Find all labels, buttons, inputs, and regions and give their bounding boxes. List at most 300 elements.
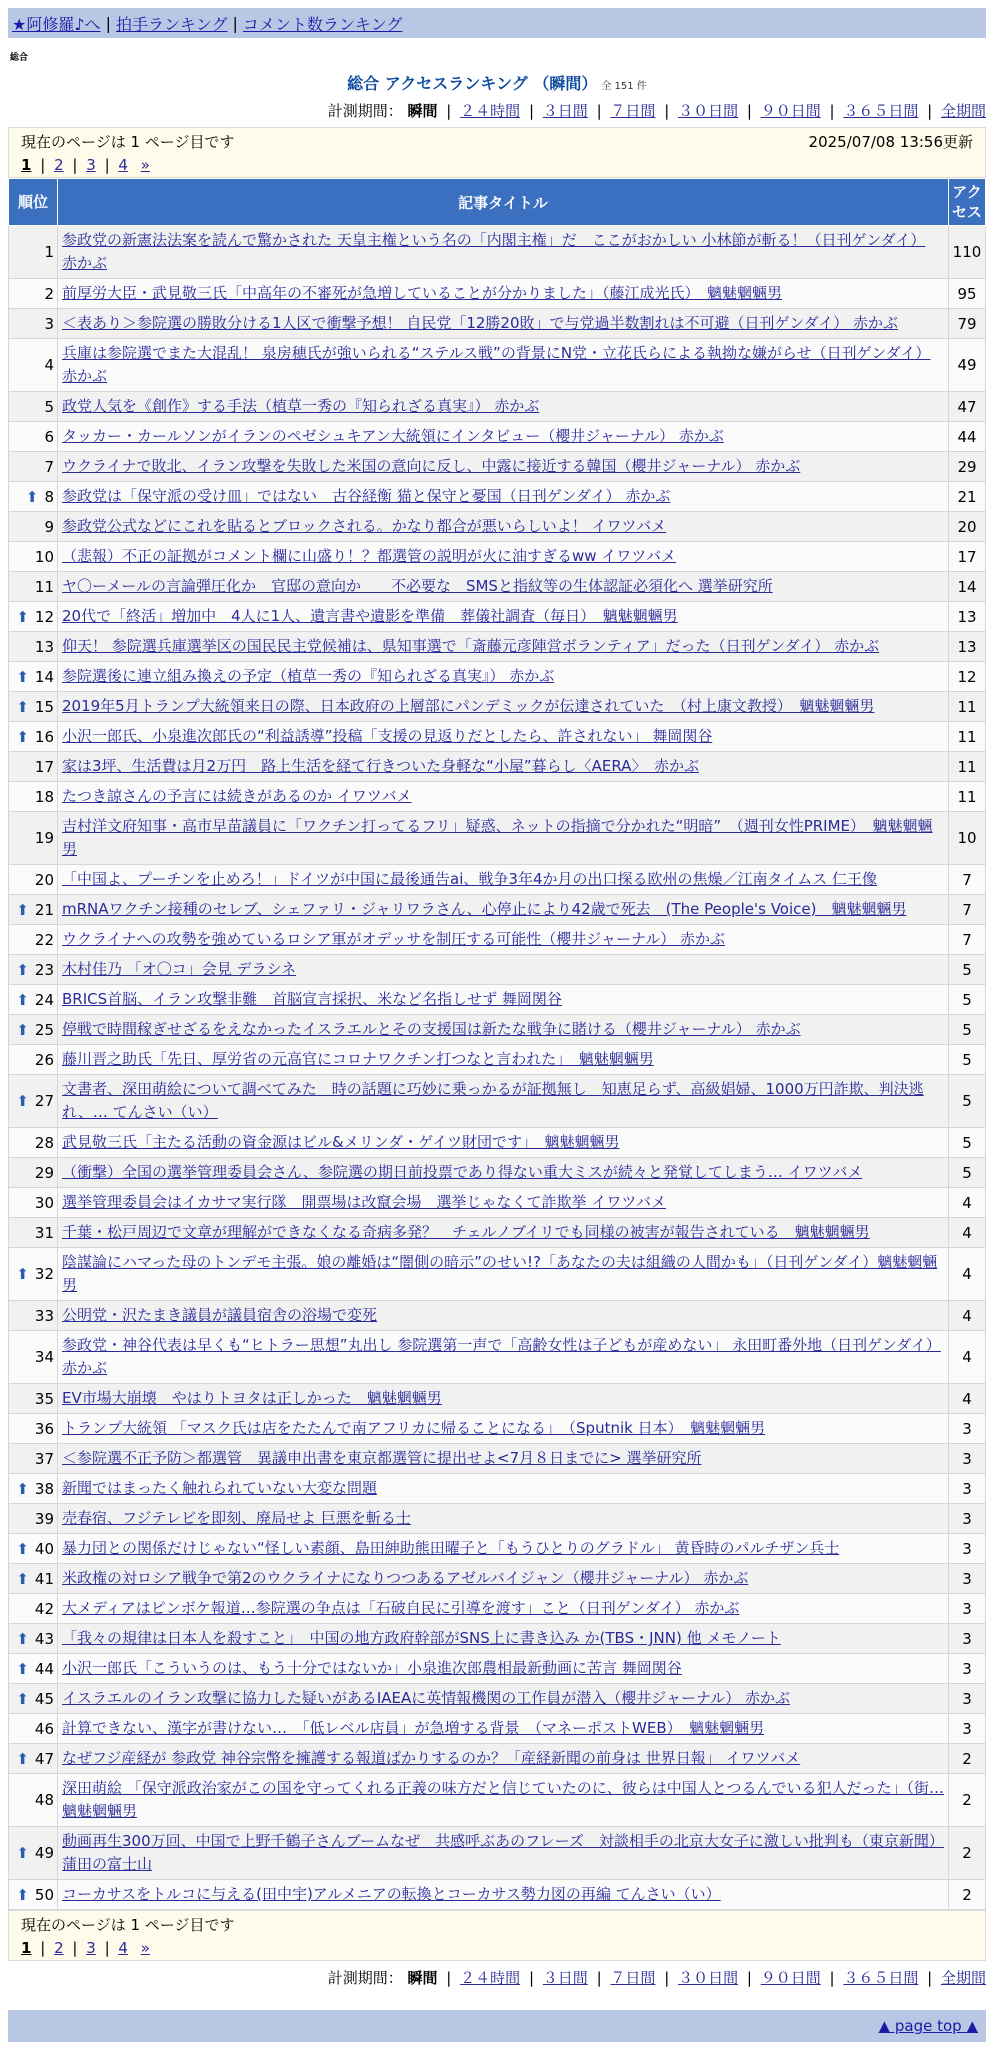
arrow-up-icon: ⬆ [16,1844,29,1862]
article-link[interactable]: ＜参院選不正予防＞都選管 異議申出書を東京都選管に提出せよ<7月８日までに> 選挙研究所 [62,1449,702,1467]
article-link[interactable]: 木村佳乃 「オ〇コ」会見 デラシネ [62,960,297,978]
title-cell [58,1880,949,1910]
access-count: 110 [949,226,986,279]
access-count: 5 [949,955,986,985]
page-link-2[interactable]: 2 [54,156,64,174]
rank-number: 37 [34,1449,54,1468]
period-7d[interactable]: ７日間 [610,1969,656,1987]
table-row [9,572,986,602]
rank-cell [9,1248,58,1301]
article-link[interactable]: 選挙管理委員会はイカサマ実行隊 開票場は改竄会場 選挙じゃなくて詐欺挙 イワツバメ [62,1193,667,1211]
access-count: 7 [949,925,986,955]
period-selector-top: 計測期間： 瞬間 | ２４時間 | ３日間 | ７日間 | ３０日間 | ９０日間 | ３６５日間 | 全期間 [327,102,986,120]
table-row [9,812,986,865]
arrow-up-icon: ⬆ [25,487,39,506]
access-count: 4 [949,1188,986,1218]
article-link[interactable]: 参政党公式などにこれを貼るとブロックされる。かなり都合が悪いらしいよ！ イワツバメ [62,517,667,535]
access-count: 4 [949,1218,986,1248]
article-link[interactable]: 武見敬三氏「主たる活動の資金源はビル&メリンダ・ゲイツ財団です」 魑魅魍魎男 [62,1133,620,1151]
rank-number: 33 [34,1306,54,1325]
page-link-3[interactable]: 3 [86,156,96,174]
access-count: 5 [949,985,986,1015]
table-row [9,339,986,392]
period-365d[interactable]: ３６５日間 [843,102,919,120]
rank-number: 38 [34,1479,54,1498]
table-row [9,422,986,452]
rank-cell [9,1158,58,1188]
page-link-4[interactable]: 4 [118,156,128,174]
arrow-up-icon: ⬆ [16,1265,29,1283]
current-page-text: 現在のページは 1 ページ目です [21,1916,235,1934]
rank-cell [9,542,58,572]
arrow-up-icon: ⬆ [16,1749,29,1768]
rank-number: 23 [34,960,54,979]
ranking-table [8,178,986,1910]
article-link[interactable]: 家は3坪、生活費は月2万円 路上生活を経て行きついた身軽な“小屋”暮らし〈AERA〉 赤かぶ [62,757,699,775]
title-cell [58,1827,949,1880]
access-count: 3 [949,1594,986,1624]
rank-cell [9,1684,58,1714]
table-row [9,452,986,482]
arrow-up-icon: ⬆ [16,727,29,746]
rank-number: 39 [34,1509,54,1528]
table-row [9,1384,986,1414]
period-7d[interactable]: ７日間 [610,102,656,120]
access-count: 17 [949,542,986,572]
page-title [0,71,994,94]
updated-timestamp: 2025/07/08 13:56更新 [808,133,973,151]
access-count: 3 [949,1624,986,1654]
article-link[interactable]: 深田萌絵 「保守派政治家がこの国を守ってくれる正義の味方だと信じていたのに、彼らは中国人とつるんでいる犯人だった」（街… 魑魅魍魎男 [62,1779,944,1820]
nav-separator: | [105,13,111,33]
page-link-3[interactable]: 3 [86,1939,96,1957]
rank-cell [9,1564,58,1594]
article-link[interactable]: 吉村洋文府知事・高市早苗議員に「ワクチン打ってるフリ」疑惑、ネットの指摘で分かれた“明暗” （週刊女性PRIME） 魑魅魍魎男 [62,817,933,858]
table-row [9,632,986,662]
rank-cell [9,1504,58,1534]
access-count: 3 [949,1564,986,1594]
article-link[interactable]: 公明党・沢たまき議員が議員宿舎の浴場で変死 [62,1306,378,1324]
article-link[interactable]: 「中国よ、プーチンを止めろ！」ドイツが中国に最後通告ai、戦争3年4か月の出口探る欧州の焦燥／江南タイムス 仁王像 [62,870,877,888]
article-link[interactable]: 2019年5月トランプ大統領来日の際、日本政府の上層部にパンデミックが伝達されていた （村上康文教授） 魑魅魍魎男 [62,697,875,715]
table-row [9,1714,986,1744]
period-all[interactable]: 全期間 [940,1969,986,1987]
title-cell [58,309,949,339]
arrow-up-icon: ⬆ [16,1569,29,1588]
article-link[interactable]: 参院選後に連立組み換えの予定（植草一秀の『知られざる真実』） 赤かぶ [62,667,555,685]
clap-ranking-link[interactable]: 拍手ランキング [115,14,228,34]
article-link[interactable]: たつき諒さんの予言には続きがあるのか イワツバメ [62,787,412,805]
table-row [9,752,986,782]
rank-cell [9,662,58,692]
article-link[interactable]: 動画再生300万回、中国で上野千鶴子さんブームなぜ 共感呼ぶあのフレーズ 対談相手の北京大女子に激しい批判も（東京新聞） 蒲田の富士山 [62,1832,944,1873]
title-cell [58,226,949,279]
pagination-top: 現在のページは 1 ページ目です 2025/07/08 13:56更新 1 | 2 | 3 | 4 » [8,127,986,178]
access-count: 21 [949,482,986,512]
table-row [9,1827,986,1880]
rank-number: 21 [34,900,54,919]
title-cell [58,812,949,865]
rank-number: 27 [34,1092,54,1110]
col-title-header: 記事タイトル [58,179,949,226]
title-cell [58,895,949,925]
footer-bar [8,2010,986,2042]
rank-number: 10 [34,547,54,566]
access-count: 4 [949,1301,986,1331]
rank-cell [9,339,58,392]
rank-number: 1 [44,243,54,261]
table-row [9,542,986,572]
table-row [9,692,986,722]
title-cell [58,542,949,572]
page-next-link[interactable]: » [140,156,150,174]
title-cell [58,1714,949,1744]
rank-cell [9,632,58,662]
article-link[interactable]: 仰天！ 参院選兵庫選挙区の国民民主党候補は、県知事選で「斎藤元彦陣営ボランティア」だった（日刊ゲンダイ） 赤かぶ [62,637,880,655]
rank-number: 47 [34,1749,54,1768]
rank-cell [9,985,58,1015]
article-link[interactable]: 大メディアはピンボケ報道…参院選の争点は「石破自民に引導を渡す」こと（日刊ゲンダイ） 赤かぶ [62,1599,740,1617]
title-cell [58,1624,949,1654]
article-link[interactable]: 政党人気を《創作》する手法（植草一秀の『知られざる真実』） 赤かぶ [62,397,540,415]
title-cell [58,339,949,392]
rank-cell [9,1331,58,1384]
rank-number: 2 [44,284,54,303]
access-count: 5 [949,1075,986,1128]
rank-cell [9,1301,58,1331]
rank-cell [9,1534,58,1564]
period-30d[interactable]: ３０日間 [678,102,739,120]
rank-cell [9,722,58,752]
rank-number: 48 [34,1791,54,1809]
page-current: 1 [21,1939,32,1957]
article-link[interactable]: 計算できない、漢字が書けない… 「低レベル店員」が急増する背景 （マネーポストWEB） 魑魅魍魎男 [62,1719,765,1737]
article-link[interactable]: 千葉・松戸周辺で文章が理解ができなくなる奇病多発？ チェルノブイリでも同様の被害が報告されている 魑魅魍魎男 [62,1223,870,1241]
title-cell [58,632,949,662]
rank-number: 26 [34,1050,54,1069]
rank-cell [9,1015,58,1045]
article-link[interactable]: （悲報）不正の証拠がコメント欄に山盛り！？都選管の説明が火に油すぎるww イワツバメ [62,547,677,565]
table-row [9,1564,986,1594]
table-row [9,1331,986,1384]
rank-cell [9,452,58,482]
article-link[interactable]: 参政党の新憲法法案を読んで驚かされた 天皇主権という名の「内閣主権」だ ここがおかしい 小林節が斬る！（日刊ゲンダイ） 赤かぶ [62,231,926,272]
table-row [9,1045,986,1075]
rank-cell [9,1474,58,1504]
title-cell [58,1414,949,1444]
title-cell [58,422,949,452]
title-cell [58,1248,949,1301]
page-link-4[interactable]: 4 [118,1939,128,1957]
access-count: 4 [949,1248,986,1301]
ranking-title: 総合 アクセスランキング （瞬間） [347,74,598,93]
rank-cell [9,1594,58,1624]
table-row [9,1158,986,1188]
period-90d[interactable]: ９０日間 [760,102,821,120]
access-count: 3 [949,1534,986,1564]
title-cell [58,662,949,692]
rank-cell [9,422,58,452]
table-row [9,1444,986,1474]
access-count: 4 [949,1384,986,1414]
rank-number: 15 [34,697,54,716]
rank-number: 14 [34,667,54,686]
article-link[interactable]: トランプ大統領 「マスク氏は店をたたんで南アフリカに帰ることになる」 （Sputnik 日本） 魑魅魍魎男 [62,1419,766,1437]
table-row [9,722,986,752]
title-cell [58,452,949,482]
rank-cell [9,1714,58,1744]
title-cell [58,1158,949,1188]
arrow-up-icon: ⬆ [16,1539,29,1558]
table-row [9,1188,986,1218]
article-link[interactable]: イスラエルのイラン攻撃に協力した疑いがあるIAEAに英情報機関の工作員が潜入（櫻井ジャーナル） 赤かぶ [62,1689,790,1707]
page-top-link[interactable]: ▲ page top ▲ [878,2017,978,2035]
page-current: 1 [21,156,32,174]
article-link[interactable]: コーカサスをトルコに与える(田中宇)アルメニアの転換とコーカサス勢力図の再編 てんさい（い） [62,1885,721,1903]
article-link[interactable]: 停戦で時間稼ぎせざるをえなかったイスラエルとその支援国は新たな戦争に賭ける（櫻井ジャーナル） 赤かぶ [62,1020,801,1038]
title-cell [58,752,949,782]
rank-cell [9,1414,58,1444]
rank-number: 46 [34,1719,54,1738]
access-count: 47 [949,392,986,422]
access-count: 12 [949,662,986,692]
article-link[interactable]: 前厚労大臣・武見敬三氏「中高年の不審死が急増していることが分かりました」（藤江成光氏） 魑魅魍魎男 [62,284,783,302]
period-3d[interactable]: ３日間 [542,1969,588,1987]
title-cell [58,722,949,752]
access-count: 11 [949,722,986,752]
table-row [9,925,986,955]
period-current: 瞬間 [407,102,438,120]
rank-number: 41 [34,1569,54,1588]
title-cell [58,1301,949,1331]
article-link[interactable]: 米政権の対ロシア戦争で第2のウクライナになりつつあるアゼルバイジャン（櫻井ジャーナル） 赤かぶ [62,1569,749,1587]
rank-number: 8 [44,487,54,506]
rank-cell [9,692,58,722]
table-row [9,1880,986,1910]
rank-number: 5 [44,397,54,416]
table-row [9,1414,986,1444]
access-count: 5 [949,1045,986,1075]
access-count: 2 [949,1827,986,1880]
rank-number: 28 [34,1133,54,1152]
table-row [9,955,986,985]
rank-number: 7 [44,457,54,476]
rank-number: 44 [34,1659,54,1678]
total-count: 全 151 件 [601,81,647,92]
table-row [9,1015,986,1045]
rank-number: 43 [34,1629,54,1648]
title-cell [58,1474,949,1504]
title-cell [58,1384,949,1414]
title-cell [58,1654,949,1684]
access-count: 7 [949,865,986,895]
table-row [9,309,986,339]
article-link[interactable]: 「我々の規律は日本人を殺すこと」 中国の地方政府幹部がSNS上に書き込み か(TBS・JNN) 他 メモノート [62,1629,781,1647]
period-24h[interactable]: ２４時間 [460,1969,521,1987]
rank-cell [9,1188,58,1218]
rank-number: 25 [34,1020,54,1039]
title-cell [58,925,949,955]
article-link[interactable]: 小沢一郎氏「こういうのは、もう十分ではないか」小泉進次郎農相最新動画に苦言 舞岡関谷 [62,1659,682,1677]
rank-cell [9,1384,58,1414]
page-next-link[interactable]: » [140,1939,150,1957]
article-link[interactable]: ウクライナへの攻勢を強めているロシア軍がオデッサを制圧する可能性（櫻井ジャーナル） 赤かぶ [62,930,725,948]
rank-number: 4 [44,356,54,374]
table-row [9,392,986,422]
article-link[interactable]: 陰謀論にハマった母のトンデモ主張。娘の離婚は“闇側の暗示”のせい!?「あなたの夫は組織の人間かも」（日刊ゲンダイ）魑魅魍魎男 [62,1253,938,1294]
rank-number: 40 [34,1539,54,1558]
current-page-text: 現在のページは 1 ページ目です [21,133,235,151]
title-cell [58,1744,949,1774]
access-count: 2 [949,1744,986,1774]
rank-number: 11 [34,577,54,596]
article-link[interactable]: 兵庫は参院選でまた大混乱！ 泉房穂氏が強いられる“ステルス戦”の背景にN党・立花氏らによる執拗な嫌がらせ（日刊ゲンダイ） 赤かぶ [62,344,931,385]
rank-number: 3 [44,314,54,333]
arrow-up-icon: ⬆ [16,1659,29,1678]
article-link[interactable]: 参政党は「保守派の受け皿」ではない 古谷経衡 猫と保守と憂国（日刊ゲンダイ） 赤かぶ [62,487,671,505]
rank-cell [9,1654,58,1684]
table-row [9,1534,986,1564]
article-link[interactable]: （衝撃）全国の選挙管理委員会さん、参院選の期日前投票であり得ない重大ミスが続々と発覚してしまう… イワツバメ [62,1163,863,1181]
table-row [9,512,986,542]
rank-number: 31 [34,1223,54,1242]
rank-cell [9,1075,58,1128]
comment-ranking-link[interactable]: コメント数ランキング [242,14,403,34]
rank-number: 42 [34,1599,54,1618]
title-cell [58,1534,949,1564]
title-cell [58,1075,949,1128]
arrow-up-icon: ⬆ [16,607,29,626]
title-cell [58,1444,949,1474]
table-row [9,602,986,632]
access-count: 13 [949,632,986,662]
rank-cell [9,752,58,782]
period-label: 計測期間： [327,1969,403,1987]
access-count: 3 [949,1684,986,1714]
access-count: 5 [949,1015,986,1045]
rank-number: 49 [34,1844,54,1862]
nav-separator: | [232,13,238,33]
article-link[interactable]: 藤川晋之助氏「先日、厚労省の元高官にコロナワクチン打つなと言われた」 魑魅魍魎男 [62,1050,654,1068]
article-link[interactable]: EV市場大崩壊 やはりトヨタは正しかった 魑魅魍魎男 [62,1389,442,1407]
rank-number: 34 [34,1348,54,1366]
period-all[interactable]: 全期間 [940,102,986,120]
table-row [9,1128,986,1158]
access-count: 5 [949,1158,986,1188]
rank-cell [9,1880,58,1910]
access-count: 3 [949,1474,986,1504]
rank-number: 32 [34,1265,54,1283]
rank-cell [9,1827,58,1880]
article-link[interactable]: なぜフジ産経が 参政党 神谷宗幣を擁護する報道ばかりするのか？「産経新聞の前身は 世界日報」 イワツバメ [62,1749,801,1767]
rank-cell [9,1624,58,1654]
table-row [9,1301,986,1331]
table-row [9,1474,986,1504]
page-link-2[interactable]: 2 [54,1939,64,1957]
article-link[interactable]: タッカー・カールソンがイランのペゼシュキアン大統領にインタビュー（櫻井ジャーナル） 赤かぶ [62,427,724,445]
top-navigation [8,8,986,38]
rank-number: 24 [34,990,54,1009]
article-link[interactable]: mRNAワクチン接種のセレブ、シェファリ・ジャリワラさん、心停止により42歳で死去 (The People's Voice) 魑魅魍魎男 [62,900,907,918]
rank-cell [9,572,58,602]
rank-cell [9,1744,58,1774]
rank-cell [9,925,58,955]
rank-number: 9 [44,517,54,536]
access-count: 20 [949,512,986,542]
access-count: 95 [949,279,986,309]
article-link[interactable]: 文書者、深田萌絵について調べてみた 時の話題に巧妙に乗っかるが証拠無し 知恵足らず、高級娼婦、1000万円詐欺、判決逃れ、… てんさい（い） [62,1080,924,1121]
title-cell [58,1015,949,1045]
title-cell [58,279,949,309]
arrow-up-icon: ⬆ [16,1885,29,1904]
rank-number: 45 [34,1689,54,1708]
title-cell [58,1774,949,1827]
period-current: 瞬間 [407,1969,438,1987]
arrow-up-icon: ⬆ [16,1629,29,1648]
table-row [9,662,986,692]
rank-cell [9,1774,58,1827]
rank-cell [9,1444,58,1474]
access-count: 3 [949,1654,986,1684]
period-24h[interactable]: ２４時間 [460,102,521,120]
article-link[interactable]: 新聞ではまったく触れられていない大変な問題 [62,1479,378,1497]
article-link[interactable]: 参政党・神谷代表は早くも“ヒトラー思想”丸出し 参院選第一声で「高齢女性は子どもが産めない」 永田町番外地（日刊ゲンダイ） 赤かぶ [62,1336,941,1377]
table-header-row [9,179,986,226]
rank-number: 16 [34,727,54,746]
period-3d[interactable]: ３日間 [542,102,588,120]
section-label: 総合 [10,53,29,63]
rank-cell [9,392,58,422]
arrow-up-icon: ⬆ [16,900,29,919]
access-count: 49 [949,339,986,392]
article-link[interactable]: 暴力団との関係だけじゃない“怪しい素顔、島田紳助熊田曜子と「もうひとりのグラドル」 黄昏時のパルチザン兵士 [62,1539,840,1557]
title-cell [58,692,949,722]
article-link[interactable]: 小沢一郎氏、小泉進次郎氏の“利益誘導”投稿「支援の見返りだとしたら、許されない」 舞岡関谷 [62,727,713,745]
article-link[interactable]: 20代で「終活」増加中 4人に1人、遺言書や遺影を準備 葬儀社調査（毎日） 魑魅魍魎男 [62,607,678,625]
title-cell [58,955,949,985]
rank-cell [9,895,58,925]
article-link[interactable]: ＜表あり＞参院選の勝敗分ける1人区で衝撃予想！ 自民党「12勝20敗」で与党過半数割れは不可避（日刊ゲンダイ） 赤かぶ [62,314,899,332]
arrow-up-icon: ⬆ [16,1020,29,1039]
rank-cell [9,482,58,512]
title-cell [58,392,949,422]
pagination-bottom: 現在のページは 1 ページ目です 1 | 2 | 3 | 4 » [8,1910,986,1961]
table-row [9,1248,986,1301]
home-link[interactable]: ★阿修羅♪へ [12,14,101,34]
rank-number: 13 [34,637,54,656]
rank-number: 12 [34,607,54,626]
rank-cell [9,1218,58,1248]
rank-cell [9,1045,58,1075]
article-link[interactable]: ヤ〇ーメールの言論弾圧化か 官邸の意向か 不必要な SMSと指紋等の生体認証必須化へ 選挙研究所 [62,577,773,595]
arrow-up-icon: ⬆ [16,1689,29,1708]
arrow-up-icon: ⬆ [16,667,29,686]
table-row [9,1594,986,1624]
period-30d[interactable]: ３０日間 [678,1969,739,1987]
article-link[interactable]: 売春宿、フジテレビを即刻、廃局せよ 巨悪を斬る士 [62,1509,411,1527]
article-link[interactable]: BRICS首脳、イラン攻撃非難 首脳宣言採択、米など名指しせず 舞岡関谷 [62,990,562,1008]
rank-number: 19 [34,829,54,847]
table-row [9,985,986,1015]
table-row [9,482,986,512]
rank-number: 20 [34,870,54,889]
period-365d[interactable]: ３６５日間 [843,1969,919,1987]
access-count: 10 [949,812,986,865]
access-count: 11 [949,782,986,812]
period-90d[interactable]: ９０日間 [760,1969,821,1987]
access-count: 4 [949,1331,986,1384]
article-link[interactable]: ウクライナで敗北、イラン攻撃を失敗した米国の意向に反し、中露に接近する韓国（櫻井ジャーナル） 赤かぶ [62,457,801,475]
